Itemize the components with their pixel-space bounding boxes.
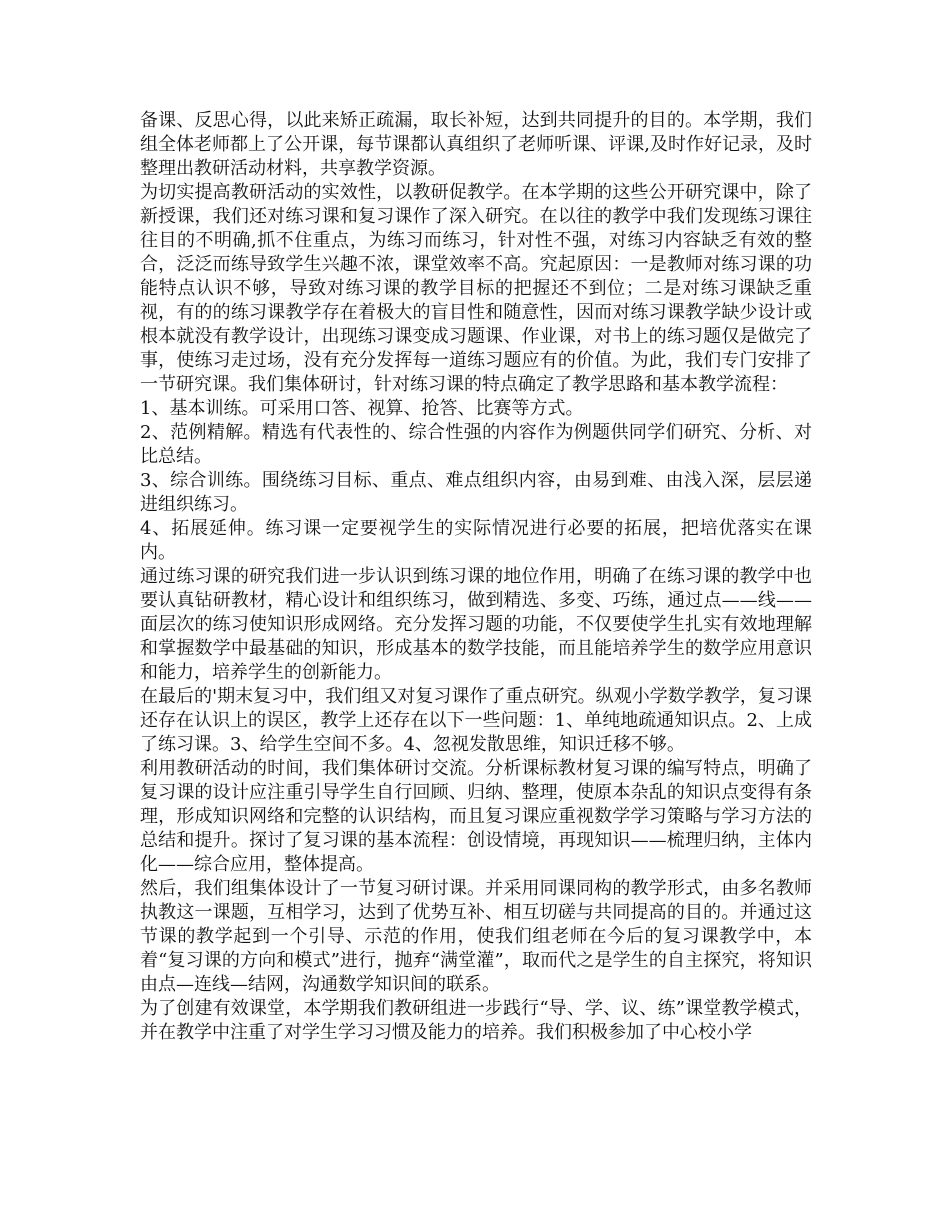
list-item-2: 2、范例精解。精选有代表性的、综合性强的内容作为例题供同学们研究、分析、对比总结。	[140, 422, 812, 467]
list-item-1: 1、基本训练。可采用口答、视算、抢答、比赛等方式。	[140, 398, 584, 419]
paragraph-4: 在最后的'期末复习中，我们组又对复习课作了重点研究。纵观小学数学教学，复习课还存在认识上的误区，教学上还存在以下一些问题：1、单纯地疏通知识点。2、上成了练习课。3、给学生空间不多。4、忽视发散思维，知识迁移不够。	[140, 686, 812, 755]
list-item-4: 4、拓展延伸。练习课一定要视学生的实际情况进行必要的拓展，把培优落实在课内。	[140, 518, 812, 563]
list-item-3: 3、综合训练。围绕练习目标、重点、难点组织内容，由易到难、由浅入深，层层递进组织练习。	[140, 470, 812, 515]
paragraph-7: 为了创建有效课堂，本学期我们教研组进一步践行“导、学、议、练”课堂教学模式，并在教学中注重了对学生学习习惯及能力的培养。我们积极参加了中心校小学	[140, 998, 812, 1043]
paragraph-6: 然后，我们组集体设计了一节复习研讨课。并采用同课同构的教学形式，由多名教师执教这一课题，互相学习，达到了优势互补、相互切磋与共同提高的目的。并通过这节课的教学起到一个引导、示范的作用，使我们组老师在今后的复习课教学中，本着“复习课的方向和模式”进行，抛弃“满堂灌”，取而代之是学生的自主探究，将知识由点—连线—结网，沟通数学知识间的联系。	[140, 878, 812, 995]
paragraph-2: 为切实提高教研活动的实效性，以教研促教学。在本学期的这些公开研究课中，除了新授课，我们还对练习课和复习课作了深入研究。在以往的教学中我们发现练习课往往目的不明确,抓不住重点，为练习而练习，针对性不强，对练习内容缺乏有效的整合，泛泛而练导致学生兴趣不浓，课堂效率不高。究起原因：一是教师对练习课的功能特点认识不够，导致对练习课的教学目标的把握还不到位；二是对练习课缺乏重视，有的的练习课教学存在着极大的盲目性和随意性，因而对练习课教学缺少设计或根本就没有教学设计，出现练习课变成习题课、作业课，对书上的练习题仅是做完了事，使练习走过场，没有充分发挥每一道练习题应有的价值。为此，我们专门安排了一节研究课。我们集体研讨，针对练习课的特点确定了教学思路和基本教学流程：	[140, 182, 812, 395]
paragraph-3: 通过练习课的研究我们进一步认识到练习课的地位作用，明确了在练习课的教学中也要认真钻研教材，精心设计和组织练习，做到精选、多变、巧练，通过点——线——面层次的练习使知识形成网络。充分发挥习题的功能，不仅要使学生扎实有效地理解和掌握数学中最基础的知识，形成基本的数学技能，而且能培养学生的数学应用意识和能力，培养学生的创新能力。	[140, 566, 812, 683]
paragraph-1: 备课、反思心得，以此来矫正疏漏，取长补短，达到共同提升的目的。本学期，我们组全体老师都上了公开课，每节课都认真组织了老师听课、评课,及时作好记录，及时整理出教研活动材料，共享教学资源。	[140, 110, 812, 179]
paragraph-5: 利用教研活动的时间，我们集体研讨交流。分析课标教材复习课的编写特点，明确了复习课的设计应注重引导学生自行回顾、归纳、整理，使原本杂乱的知识点变得有条理，形成知识网络和完整的认识结构，而且复习课应重视数学学习策略与学习方法的总结和提升。探讨了复习课的基本流程：创设情境，再现知识——梳理归纳，主体内化——综合应用，整体提高。	[140, 758, 812, 875]
document-body	[140, 109, 812, 1045]
